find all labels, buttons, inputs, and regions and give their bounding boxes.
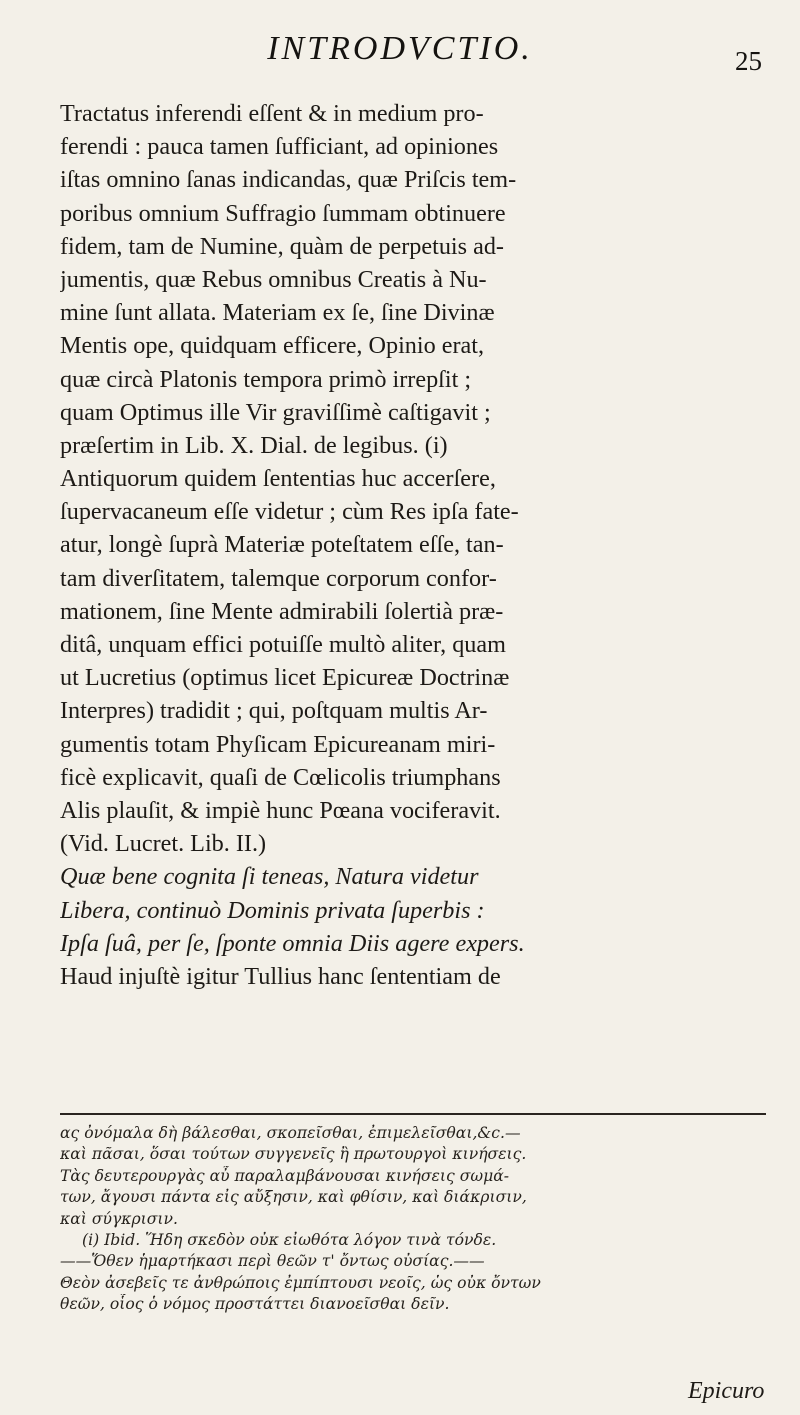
- page-number: 25: [735, 46, 762, 76]
- text-line: poribus omnium Suffragio ſummam obtinuere: [60, 199, 506, 227]
- footnotes: [60, 1123, 766, 1316]
- text-line: iſtas omnino ſanas indicandas, quæ Priſcis tem-: [60, 166, 517, 194]
- footnote-line: Θεὸν ἀσεβεῖς τε ἀνθρώποις ἐμπίπτουσι νεοῖς, ὡς οὐκ ὄντων: [60, 1273, 541, 1292]
- text-line: ficè explicavit, quaſi de Cœlicolis triumphans: [60, 763, 501, 791]
- text-line: quæ circà Platonis tempora primò irrepſit ;: [60, 365, 472, 393]
- main-text: [60, 97, 766, 993]
- text-line: Tractatus inferendi eſſent & in medium pro-: [60, 100, 484, 127]
- catchword: Epicuro: [688, 1378, 765, 1404]
- text-line: jumentis, quæ Rebus omnibus Creatis à Nu-: [60, 265, 487, 293]
- text-line: gumentis totam Phyſicam Epicureanam miri-: [60, 730, 496, 758]
- text-line: quam Optimus ille Vir graviſſimè caſtigavit ;: [60, 398, 491, 426]
- text-line: Interpres) tradidit ; qui, poſtquam multis Ar-: [60, 697, 488, 725]
- verse-line: Quæ bene cognita ſi teneas, Natura videtur: [60, 863, 479, 891]
- footnote-rule: [60, 1113, 766, 1115]
- verse-line: Libera, continuò Dominis privata ſuperbis :: [60, 896, 485, 924]
- running-header: INTRODVCTIO.: [267, 30, 533, 67]
- text-line: præſertim in Lib. X. Dial. de legibus. (i): [60, 431, 448, 459]
- footnote-line: (i) Ibid. Ἥδη σκεδὸν οὐκ εἰωθότα λόγον τινὰ τόνδε.: [82, 1230, 497, 1249]
- footnote-line: καὶ πᾶσαι, ὅσαι τούτων συγγενεῖς ἢ πρωτουργοὶ κινήσεις.: [60, 1145, 527, 1164]
- text-line: tam diverſitatem, talemque corporum confor-: [60, 564, 497, 592]
- text-line: Antiquorum quidem ſententias huc accerſere,: [60, 465, 496, 493]
- text-line: ferendi : pauca tamen ſufficiant, ad opiniones: [60, 133, 499, 161]
- text-line: Mentis ope, quidquam efficere, Opinio erat,: [60, 332, 485, 360]
- text-line: fidem, tam de Numine, quàm de perpetuis ad-: [60, 232, 504, 260]
- text-line: mine ſunt allata. Materiam ex ſe, ſine Divinæ: [60, 299, 495, 327]
- text-line: ſupervacaneum eſſe videtur ; cùm Res ipſa fate-: [60, 498, 519, 526]
- verse-line: Ipſa ſuâ, per ſe, ſponte omnia Diis agere expers.: [60, 929, 525, 957]
- text-line: mationem, ſine Mente admirabili ſolertià præ-: [60, 597, 504, 625]
- text-line: Alis plauſit, & impiè hunc Pœana vociferavit.: [60, 796, 501, 824]
- text-line: ut Lucretius (optimus licet Epicureæ Doctrinæ: [60, 664, 510, 692]
- footnote-line: ας ὀνόμαλα δὴ βάλεσθαι, σκοπεῖσθαι, ἐπιμελεῖσθαι,&c.—: [60, 1124, 521, 1142]
- text-line: Haud injuſtè igitur Tullius hanc ſententiam de: [60, 962, 501, 990]
- footnote-line: θεῶν, οἷος ὁ νόμος προστάττει διανοεῖσθαι δεῖν.: [60, 1295, 450, 1314]
- text-line: atur, longè ſuprà Materiæ poteſtatem eſſe, tan-: [60, 531, 504, 559]
- footnote-line: Τὰς δευτερουργὰς αὖ παραλαμβάνουσαι κινήσεις σωμά-: [60, 1166, 509, 1185]
- footnote-line: των, ἄγουσι πάντα εἰς αὔξησιν, καὶ φθίσιν, καὶ διάκρισιν,: [60, 1188, 527, 1207]
- footnote-line: καὶ σύγκρισιν.: [60, 1209, 178, 1228]
- footnote-line: ——Ὅθεν ἡμαρτήκασι περὶ θεῶν τ' ὄντως οὐσίας.——: [60, 1252, 485, 1271]
- text-line: (Vid. Lucret. Lib. II.): [60, 830, 267, 858]
- text-line: ditâ, unquam effici potuiſſe multò aliter, quam: [60, 631, 506, 658]
